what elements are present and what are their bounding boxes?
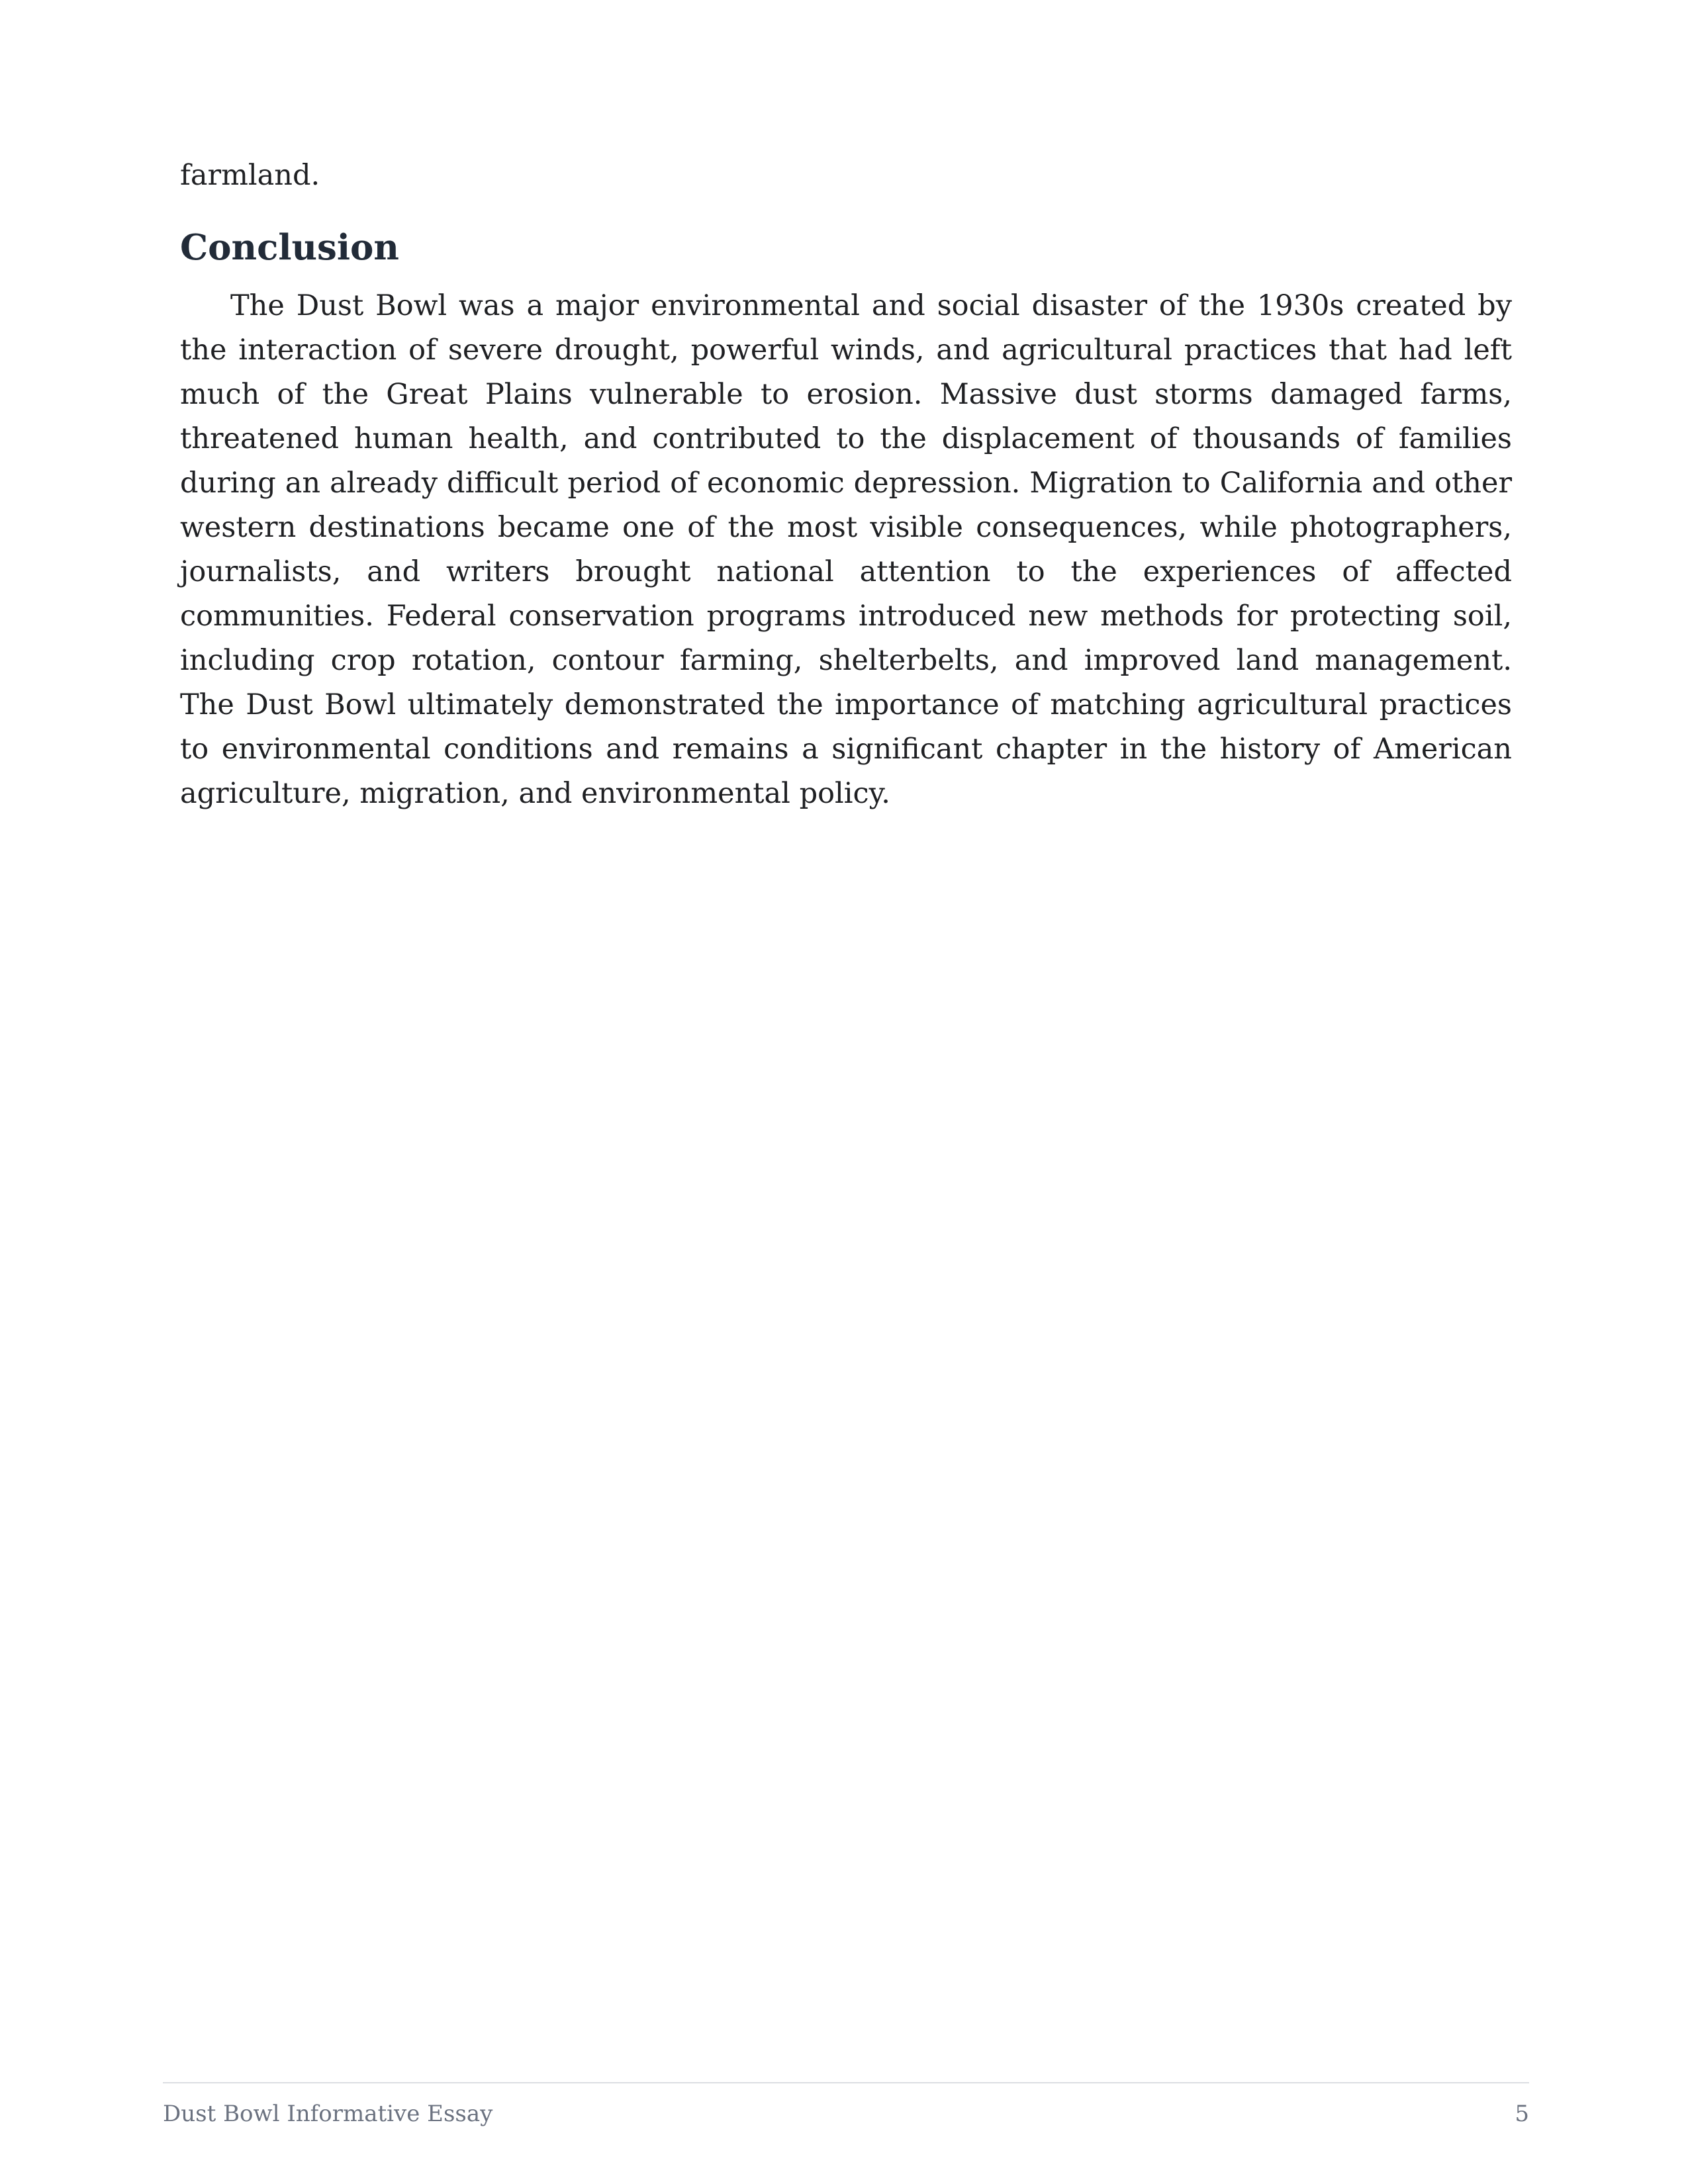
page-content [180, 154, 1512, 816]
section-heading: Conclusion [180, 227, 399, 268]
body-paragraph: The Dust Bowl was a major environmental and social disaster of the 1930s created by the interaction of severe drought, powerful winds, and agricultural practices that had left much of the Great Plains vulnerable to erosion. Massive dust storms damaged farms, threatened human health, and contributed to the displacement of thousands of families during an already difficult period of economic depression. Migration to California and other western destinations became one of the most visible consequences, while photographers, journalists, and writers brought national attention to the experiences of affected communities. Federal conservation programs introduced new methods for protecting soil, including crop rotation, contour farming, shelterbelts, and improved land management. The Dust Bowl ultimately demonstrated the importance of matching agricultural practices to environmental conditions and remains a significant chapter in the history of American agriculture, migration, and environmental policy. [180, 289, 1512, 810]
footer-title: Dust Bowl Informative Essay [163, 2101, 493, 2127]
page-footer [163, 2099, 1529, 2128]
footer-divider [163, 2082, 1529, 2083]
page-number: 5 [1515, 2101, 1529, 2127]
continuation-text: farmland. [180, 159, 320, 192]
